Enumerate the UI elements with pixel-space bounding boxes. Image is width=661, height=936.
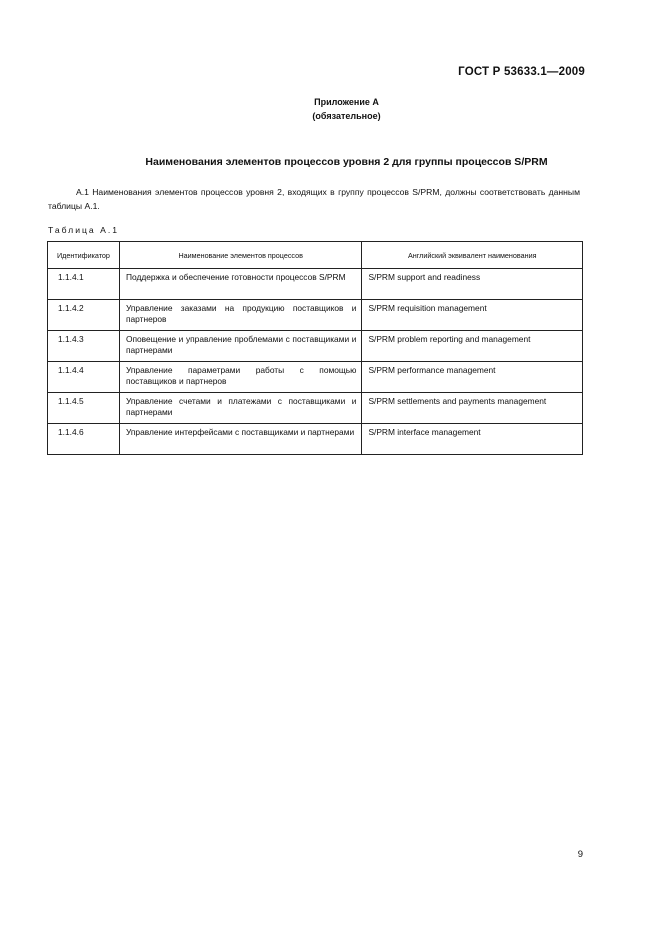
column-header-name: Наименование элементов процессов — [119, 242, 361, 269]
row-name: Управление заказами на продукцию поставщиков и партнеров — [119, 300, 361, 331]
table-row — [48, 300, 583, 331]
column-header-identifier: Идентификатор — [48, 242, 120, 269]
appendix-header — [0, 95, 661, 123]
table-row — [48, 362, 583, 393]
row-name: Управление параметрами работы с помощью поставщиков и партнеров — [119, 362, 361, 393]
row-identifier: 1.1.4.5 — [48, 393, 120, 424]
row-identifier: 1.1.4.2 — [48, 300, 120, 331]
row-english: S/PRM support and readiness — [362, 269, 583, 300]
page-number: 9 — [577, 849, 583, 860]
standard-code: ГОСТ Р 53633.1—2009 — [458, 66, 585, 78]
row-identifier: 1.1.4.3 — [48, 331, 120, 362]
row-english: S/PRM settlements and payments management — [362, 393, 583, 424]
process-elements-table — [47, 241, 583, 455]
table-caption: Таблица А.1 — [48, 225, 119, 235]
row-english: S/PRM problem reporting and management — [362, 331, 583, 362]
row-english: S/PRM interface management — [362, 424, 583, 455]
column-header-english: Английский эквивалент наименования — [362, 242, 583, 269]
section-heading — [0, 156, 661, 168]
section-heading-text: Наименования элементов процессов уровня 2 для группы процессов S/PRM — [145, 156, 548, 168]
row-name: Поддержка и обеспечение готовности процессов S/PRM — [119, 269, 361, 300]
row-english: S/PRM requisition management — [362, 300, 583, 331]
row-name: Управление интерфейсами с поставщиками и партнерами — [119, 424, 361, 455]
row-name: Оповещение и управление проблемами с поставщиками и партнерами — [119, 331, 361, 362]
table-header-row — [48, 242, 583, 269]
row-identifier: 1.1.4.6 — [48, 424, 120, 455]
table-row — [48, 424, 583, 455]
row-identifier: 1.1.4.4 — [48, 362, 120, 393]
appendix-subtitle: (обязательное) — [312, 111, 381, 121]
row-english: S/PRM performance management — [362, 362, 583, 393]
row-name: Управление счетами и платежами с поставщиками и партнерами — [119, 393, 361, 424]
table-row — [48, 269, 583, 300]
table-row — [48, 331, 583, 362]
table-row — [48, 393, 583, 424]
appendix-title: Приложение А — [314, 97, 379, 107]
intro-paragraph: А.1 Наименования элементов процессов уровня 2, входящих в группу процессов S/PRM, должны соответствовать данным таблицы А.1. — [48, 187, 580, 211]
row-identifier: 1.1.4.1 — [48, 269, 120, 300]
